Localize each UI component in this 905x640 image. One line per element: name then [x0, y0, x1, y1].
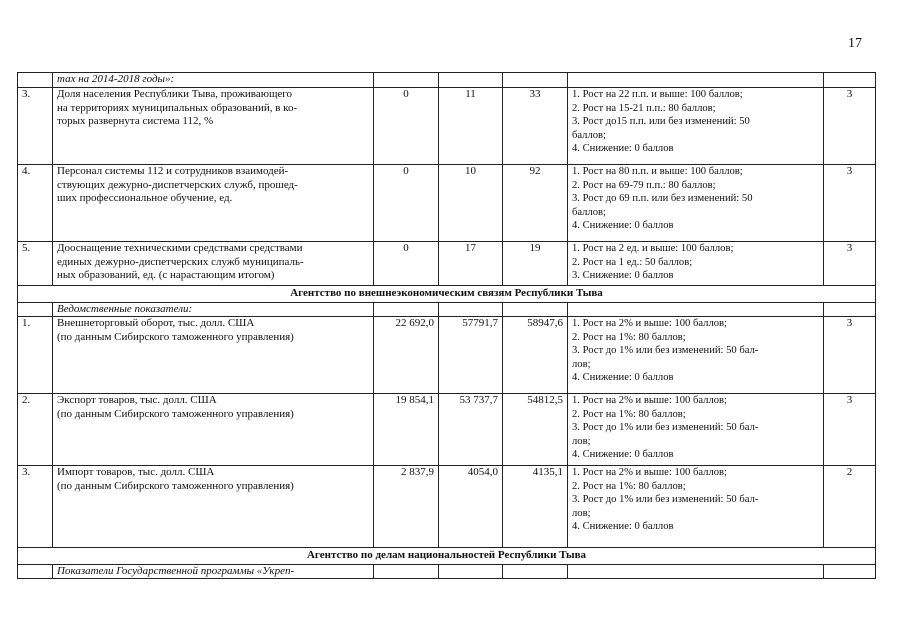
criteria-line: 1. Рост на 2% и выше: 100 баллов; — [572, 395, 727, 406]
criteria-line: 4. Снижение: 0 баллов — [572, 372, 674, 383]
row-number: 1. — [18, 317, 53, 394]
indicator-value-v2: 10 — [439, 165, 503, 242]
indicator-name-line: Экспорт товаров, тыс. долл. США — [57, 394, 217, 406]
indicator-name-line: единых дежурно-диспетчерских служб муниципаль- — [57, 255, 304, 268]
table-row — [18, 242, 876, 286]
row-number: 2. — [18, 394, 53, 466]
criteria-line: баллов; — [572, 129, 607, 141]
empty-cell — [18, 302, 53, 317]
indicator-name-line: Дооснащение техническими средствами средствами — [57, 242, 303, 254]
indicator-name — [53, 88, 374, 165]
table-row — [18, 466, 876, 548]
empty-cell — [18, 564, 53, 579]
table-body — [18, 73, 876, 579]
criteria-line: 2. Рост на 1%: 80 баллов; — [572, 331, 686, 343]
empty-cell — [568, 302, 824, 317]
empty-cell — [503, 302, 568, 317]
indicator-value-v2: 11 — [439, 88, 503, 165]
indicator-name-line: (по данным Сибирского таможенного управления) — [57, 407, 294, 420]
subheader-state-program-row — [18, 564, 876, 579]
header-fragment-row — [18, 73, 876, 88]
empty-cell — [568, 564, 824, 579]
empty-cell — [824, 302, 876, 317]
indicator-name-line: на территориях муниципальных образований, в ко- — [57, 101, 298, 114]
indicator-value-v2: 57791,7 — [439, 317, 503, 394]
criteria-line: лов; — [572, 435, 591, 447]
criteria-line: 1. Рост на 2% и выше: 100 баллов; — [572, 318, 727, 329]
empty-cell — [439, 302, 503, 317]
criteria-line: 1. Рост на 80 п.п. и выше: 100 баллов; — [572, 166, 743, 177]
header-fragment: тах на 2014-2018 годы»: — [53, 73, 374, 88]
criteria-line: 3. Рост до15 п.п. или без изменений: 50 — [572, 116, 750, 127]
indicator-name-line: Внешнеторговый оборот, тыс. долл. США — [57, 317, 255, 329]
indicator-value-v2: 53 737,7 — [439, 394, 503, 466]
indicator-name-line: ствующих дежурно-диспетчерских служб, прошед- — [57, 178, 298, 191]
score: 3 — [824, 317, 876, 394]
indicator-value-v1: 0 — [374, 88, 439, 165]
score: 2 — [824, 466, 876, 548]
criteria-line: 2. Рост на 15-21 п.п.: 80 баллов; — [572, 102, 716, 114]
page-number: 17 — [848, 36, 862, 51]
score: 3 — [824, 165, 876, 242]
criteria-line: лов; — [572, 358, 591, 370]
criteria-line: 2. Рост на 1%: 80 баллов; — [572, 408, 686, 420]
score: 3 — [824, 242, 876, 286]
criteria-line: 3. Рост до 69 п.п. или без изменений: 50 — [572, 193, 753, 204]
section-title-foreign-economic-row — [18, 286, 876, 303]
score: 3 — [824, 394, 876, 466]
section-title-nationalities-row — [18, 548, 876, 565]
indicator-name-line: Доля населения Республики Тыва, проживающего — [57, 88, 293, 100]
empty-cell — [503, 564, 568, 579]
criteria-line: 4. Снижение: 0 баллов — [572, 521, 674, 532]
criteria-line: 3. Снижение: 0 баллов — [572, 270, 674, 281]
indicator-name-line: ших профессиональное обучение, ед. — [57, 192, 233, 204]
criteria-line: 4. Снижение: 0 баллов — [572, 143, 674, 154]
indicator-value-v1: 0 — [374, 242, 439, 286]
criteria-line: 4. Снижение: 0 баллов — [572, 449, 674, 460]
criteria-line: 1. Рост на 22 п.п. и выше: 100 баллов; — [572, 89, 743, 100]
indicator-value-v3: 4135,1 — [503, 466, 568, 548]
criteria-line: баллов; — [572, 206, 607, 218]
criteria — [568, 165, 824, 242]
section-title-nationalities: Агентство по делам национальностей Республики Тыва — [18, 548, 876, 565]
indicator-name-line: (по данным Сибирского таможенного управления) — [57, 479, 294, 492]
table-row — [18, 317, 876, 394]
row-number: 3. — [18, 88, 53, 165]
indicator-value-v3: 92 — [503, 165, 568, 242]
indicator-name — [53, 466, 374, 548]
indicator-value-v3: 54812,5 — [503, 394, 568, 466]
criteria — [568, 242, 824, 286]
indicator-value-v2: 17 — [439, 242, 503, 286]
criteria — [568, 317, 824, 394]
empty-cell — [374, 302, 439, 317]
indicator-name-line: (по данным Сибирского таможенного управления) — [57, 330, 294, 343]
criteria-line: 2. Рост на 69-79 п.п.: 80 баллов; — [572, 179, 716, 191]
subheader-departmental-row — [18, 302, 876, 317]
empty-cell — [439, 564, 503, 579]
indicator-name-line: Персонал системы 112 и сотрудников взаимодей- — [57, 165, 289, 177]
indicators-table — [17, 72, 876, 579]
row-number: 4. — [18, 165, 53, 242]
table-row — [18, 165, 876, 242]
criteria — [568, 88, 824, 165]
criteria-line: 4. Снижение: 0 баллов — [572, 220, 674, 231]
indicator-value-v3: 33 — [503, 88, 568, 165]
table-row — [18, 88, 876, 165]
indicator-name — [53, 165, 374, 242]
empty-cell — [824, 564, 876, 579]
indicator-name — [53, 394, 374, 466]
row-number: 5. — [18, 242, 53, 286]
criteria-line: лов; — [572, 507, 591, 519]
section-title-foreign-economic: Агентство по внешнеэкономическим связям Республики Тыва — [18, 286, 876, 303]
criteria-line: 1. Рост на 2% и выше: 100 баллов; — [572, 467, 727, 478]
subheader-departmental: Ведомственные показатели: — [53, 302, 374, 317]
indicator-name-line: Импорт товаров, тыс. долл. США — [57, 466, 215, 478]
criteria-line: 3. Рост до 1% или без изменений: 50 бал- — [572, 422, 759, 433]
criteria-line: 3. Рост до 1% или без изменений: 50 бал- — [572, 345, 759, 356]
indicator-value-v3: 58947,6 — [503, 317, 568, 394]
indicator-value-v1: 19 854,1 — [374, 394, 439, 466]
criteria — [568, 394, 824, 466]
indicator-value-v1: 0 — [374, 165, 439, 242]
criteria-line: 3. Рост до 1% или без изменений: 50 бал- — [572, 494, 759, 505]
indicator-value-v1: 2 837,9 — [374, 466, 439, 548]
indicator-name — [53, 242, 374, 286]
subheader-state-program: Показатели Государственной программы «Укреп- — [53, 564, 374, 579]
indicator-value-v2: 4054,0 — [439, 466, 503, 548]
score: 3 — [824, 88, 876, 165]
indicator-value-v3: 19 — [503, 242, 568, 286]
criteria — [568, 466, 824, 548]
row-number: 3. — [18, 466, 53, 548]
indicator-value-v1: 22 692,0 — [374, 317, 439, 394]
indicator-name-line: ных образований, ед. (с нарастающим итогом) — [57, 269, 275, 281]
indicator-name — [53, 317, 374, 394]
criteria-line: 1. Рост на 2 ед. и выше: 100 баллов; — [572, 243, 734, 254]
table-row — [18, 394, 876, 466]
criteria-line: 2. Рост на 1 ед.: 50 баллов; — [572, 256, 693, 268]
criteria-line: 2. Рост на 1%: 80 баллов; — [572, 480, 686, 492]
empty-cell — [374, 564, 439, 579]
indicator-name-line: торых развернута система 112, % — [57, 115, 214, 127]
